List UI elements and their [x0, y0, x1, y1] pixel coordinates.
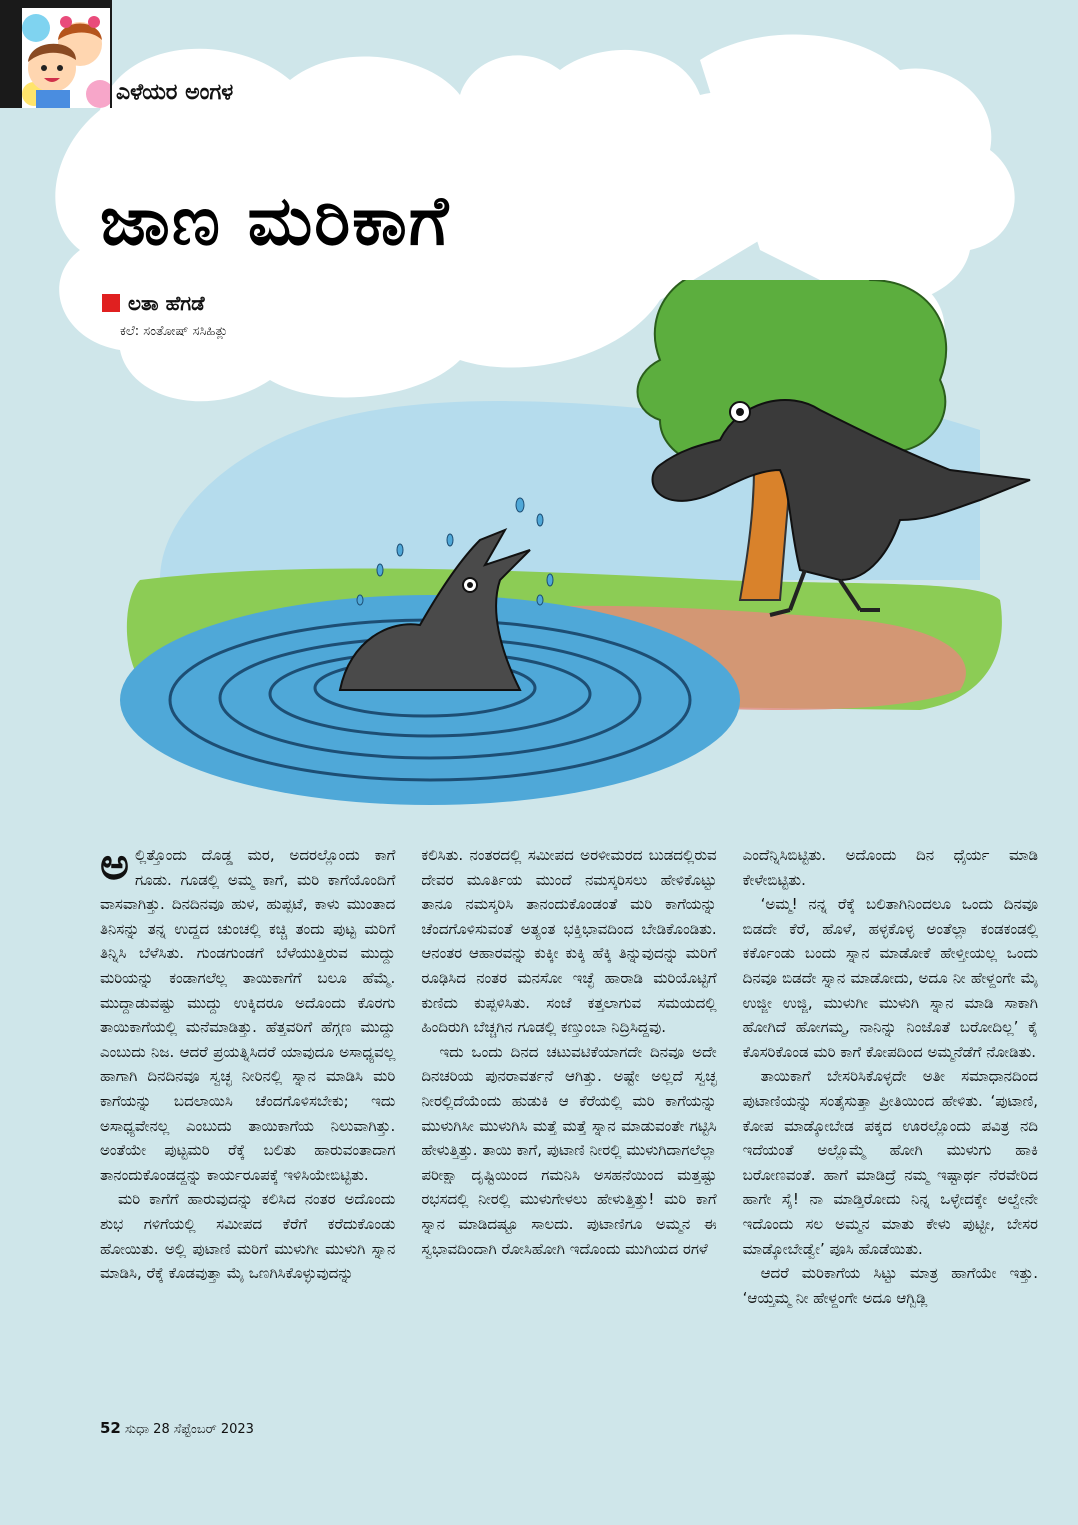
page-number: 52 — [100, 1419, 121, 1437]
illustration-credit: ಕಲೆ: ಸಂತೋಷ್ ಸಸಿಹಿತ್ಲು — [120, 324, 228, 339]
author-name: ಲತಾ ಹೆಗಡೆ — [128, 291, 205, 315]
paragraph — [100, 839, 396, 1187]
paragraph: ಎಂದೆನ್ನಿಸಿಬಿಟ್ಟಿತು. ಅದೊಂದು ದಿನ ಧೈರ್ಯ ಮಾಡಿ ಕೇಳೇಬಿಟ್ಟಿತು. — [742, 846, 1038, 889]
article-body — [100, 839, 1038, 1383]
paragraph: ಆದರೆ ಮರಿಕಾಗೆಯ ಸಿಟ್ಟು ಮಾತ್ರ ಹಾಗೆಯೇ ಇತ್ತು. ‘ಆಯ್ತಮ್ಮ ನೀ ಹೇಳ್ದಂಗೇ ಅದೂ ಆಗ್ಬಿಡ್ಲಿ — [742, 1264, 1038, 1307]
drop-cap: ಅ — [100, 839, 129, 890]
paragraph: ತಾಯಿಕಾಗೆ ಬೇಸರಿಸಿಕೊಳ್ಳದೇ ಅತೀ ಸಮಾಧಾನದಿಂದ ಪುಟಾಣಿಯನ್ನು ಸಂತೈಸುತ್ತಾ ಪ್ರೀತಿಯಿಂದ ಹೇಳಿತು. ‘ಪುಟಾಣಿ, ಕೋಪ ಮಾಡ್ಕೋಬೇಡ ಪಕ್ಕದ ಊರಲ್ಲೊಂದು ಪವಿತ್ರ ನದಿ ಇದೆಯಂತೆ ಅಲ್ಲೊಮ್ಮೆ ಹೋಗಿ ಮುಳುಗು ಹಾಕಿ ಬರೋಣವಂತೆ. ಹಾಗೆ ಮಾಡಿದ್ರೆ ನಮ್ಮ ಇಷ್ಟಾರ್ಥ ನೆರವೇರಿದ ಹಾಗೇ ಸೈ! ನಾ ಮಾಡ್ತಿರೋದು ನಿನ್ನ ಒಳ್ಳೇದಕ್ಕೇ ಅಲ್ವೇನೇ ಇದೊಂದು ಸಲ ಅಮ್ಮನ ಮಾತು ಕೇಳು ಪುಟ್ಟೀ, ಬೇಸರ ಮಾಡ್ಕೋಬೇಡ್ವೇ’ ಪೂಸಿ ಹೊಡೆಯಿತು. — [742, 1067, 1038, 1258]
article-title: ಜಾಣ ಮರಿಕಾಗೆ — [100, 182, 451, 261]
kids-logo-icon — [22, 8, 110, 108]
magazine-date: ಸುಧಾ 28 ಸೆಪ್ಟೆಂಬರ್ 2023 — [125, 1422, 254, 1437]
crow-bath-illustration — [100, 280, 1078, 820]
paragraph: ಇದು ಒಂದು ದಿನದ ಚಟುವಟಿಕೆಯಾಗದೇ ದಿನವೂ ಅದೇ ದಿನಚರಿಯ ಪುನರಾವರ್ತನೆ ಆಗಿತ್ತು. ಅಷ್ಟೇ ಅಲ್ಲದೆ ಸ್ವಚ್ಛ ನೀರಲ್ಲಿದೆಯೆಂದು ಹುಡುಕಿ ಆ ಕೆರೆಯಲ್ಲಿ ಮರಿ ಕಾಗೆಯನ್ನು ಮುಳುಗಿಸೀ ಮುಳುಗಿಸಿ ಮತ್ತೆ ಮತ್ತೆ ಸ್ನಾನ ಮಾಡುವಂತೇ ಗಟ್ಟಿಸಿ ಹೇಳುತ್ತಿತ್ತು. ತಾಯಿ ಕಾಗೆ, ಪುಟಾಣಿ ನೀರಲ್ಲಿ ಮುಳುಗಿದಾಗಲೆಲ್ಲಾ ಪರೀಕ್ಷಾ ದೃಷ್ಟಿಯಿಂದ ಗಮನಿಸಿ ಅಸಹನೆಯಿಂದ ಮತ್ತಷ್ಟು ರಭಸದಲ್ಲಿ ನೀರಲ್ಲಿ ಮುಳುಗೇಳಲು ಹೇಳುತ್ತಿತ್ತು! ಮರಿ ಕಾಗೆ ಸ್ನಾನ ಮಾಡಿದಷ್ಟೂ ಸಾಲದು. ಪುಟಾಣಿಗೂ ಅಮ್ಮನ ಈ ಸ್ವಭಾವದಿಂದಾಗಿ ರೋಸಿಹೋಗಿ ಇದೊಂದು ಮುಗಿಯದ ರಗಳೆ — [421, 1042, 717, 1258]
column-1 — [100, 839, 396, 1383]
column-2 — [421, 843, 716, 1383]
section-label: ಎಳೆಯರ ಅಂಗಳ — [116, 80, 234, 105]
page-footer — [100, 1419, 254, 1437]
paragraph-text: ಲ್ಲಿತ್ತೊಂದು ದೊಡ್ಡ ಮರ, ಅದರಲ್ಲೊಂದು ಕಾಗೆ ಗೂಡು. ಗೂಡಲ್ಲಿ ಅಮ್ಮ ಕಾಗೆ, ಮರಿ ಕಾಗೆಯೊಂದಿಗೆ ವಾಸವಾಗಿತ್ತು. ದಿನದಿನವೂ ಹುಳ, ಹುಪ್ಪಟೆ, ಕಾಳು ಮುಂತಾದ ತಿನಿಸನ್ನು ತನ್ನ ಉದ್ದದ ಚುಂಚಲ್ಲಿ ಕಚ್ಚಿ ತಂದು ಪುಟ್ಟ ಮರಿಗೆ ತಿನ್ನಿಸಿ ಬೆಳೆಸಿತು. ಗುಂಡಗುಂಡಗೆ ಬೆಳೆಯುತ್ತಿರುವ ಮುದ್ದು ಮರಿಯನ್ನು ಕಂಡಾಗಲೆಲ್ಲ ತಾಯಿಕಾಗೆಗೆ ಬಲೂ ಹೆಮ್ಮೆ. ಮುದ್ದಾಡುವಷ್ಟು ಮುದ್ದು ಉಕ್ಕಿದರೂ ಅದೊಂದು ಕೊರಗು ತಾಯಿಕಾಗೆಯಲ್ಲಿ ಮನೆಮಾಡಿತ್ತು. ಹೆತ್ತವರಿಗೆ ಹೆಗ್ಗಣ ಮುದ್ದು ಎಂಬುದು ನಿಜ. ಆದರೆ ಪ್ರಯತ್ನಿಸಿದರೆ ಯಾವುದೂ ಅಸಾಧ್ಯವಲ್ಲ ಹಾಗಾಗಿ ದಿನದಿನವೂ ಸ್ವಚ್ಛ ನೀರಿನಲ್ಲಿ ಸ್ನಾನ ಮಾಡಿಸಿ ಮರಿ ಕಾಗೆಯನ್ನು ಬದಲಾಯಿಸಿ ಚೆಂದಗೊಳಿಸಬೇಕು; ಇದು ಅಸಾಧ್ಯವೇನಲ್ಲ ಎಂಬುದು ತಾಯಿಕಾಗೆಯ ನಿಲುವಾಗಿತ್ತು. ಅಂತೆಯೇ ಪುಟ್ಟಮರಿ ರೆಕ್ಕೆ ಬಲಿತು ಹಾರುವಂತಾದಾಗ ತಾನಂದುಕೊಂಡದ್ದನ್ನು ಕಾರ್ಯರೂಪಕ್ಕೆ ಇಳಿಸಿಯೇಬಿಟ್ಟಿತು. — [100, 846, 396, 1184]
paragraph: ‘ಅಮ್ಮ! ನನ್ನ ರೆಕ್ಕೆ ಬಲಿತಾಗಿನಿಂದಲೂ ಒಂದು ದಿನವೂ ಬಿಡದೇ ಕೆರೆ, ಹೊಳೆ, ಹಳ್ಳಕೊಳ್ಳ ಅಂತೆಲ್ಲಾ ಕಂಡಕಂಡಲ್ಲಿ ಕರ್ಕೊಂಡು ಬಂದು ಸ್ನಾನ ಮಾಡೋಕೆ ಹೇಳ್ತೀಯಲ್ಲ ಒಂದು ದಿನವೂ ಬಿಡದೇ ಸ್ನಾನ ಮಾಡೋದು, ಅದೂ ನೀ ಹೇಳ್ದಂಗೇ ಮೈ ಉಜ್ಜೀ ಉಜ್ಜಿ, ಮುಳುಗೀ ಮುಳುಗಿ ಸ್ನಾನ ಮಾಡಿ ಸಾಕಾಗಿ ಹೋಗಿದೆ ಹೋಗಮ್ಮ, ನಾನಿನ್ನು ನಿಂಜೊತೆ ಬರೋದಿಲ್ಲ’ ಕೈ ಕೊಸರಿಕೊಂಡ ಮರಿ ಕಾಗೆ ಕೋಪದಿಂದ ಅಮ್ಮನೆಡೆಗೆ ನೋಡಿತು. — [742, 895, 1038, 1061]
paragraph: ಮರಿ ಕಾಗೆಗೆ ಹಾರುವುದನ್ನು ಕಲಿಸಿದ ನಂತರ ಅದೊಂದು ಶುಭ ಗಳಿಗೆಯಲ್ಲಿ ಸಮೀಪದ ಕೆರೆಗೆ ಕರೆದುಕೊಂಡು ಹೋಯಿತು. ಅಲ್ಲಿ ಪುಟಾಣಿ ಮರಿಗೆ ಮುಳುಗೀ ಮುಳುಗಿ ಸ್ನಾನ ಮಾಡಿಸಿ, ರೆಕ್ಕೆ ಕೊಡವುತ್ತಾ ಮೈ ಒಣಗಿಸಿಕೊಳ್ಳುವುದನ್ನು — [100, 1190, 396, 1283]
paragraph: ಕಲಿಸಿತು. ನಂತರದಲ್ಲಿ ಸಮೀಪದ ಅರಳೀಮರದ ಬುಡದಲ್ಲಿರುವ ದೇವರ ಮೂರ್ತಿಯ ಮುಂದೆ ನಮಸ್ಕರಿಸಲು ಹೇಳಿಕೊಟ್ಟು ತಾನೂ ನಮಸ್ಕರಿಸಿ ತಾನಂದುಕೊಂಡಂತೆ ಮರಿ ಕಾಗೆಯನ್ನು ಚೆಂದಗೊಳಿಸುವಂತೆ ಅತ್ಯಂತ ಭಕ್ತಿಭಾವದಿಂದ ಬೇಡಿಕೊಂಡಿತು. ಆನಂತರ ಆಹಾರವನ್ನು ಕುಕ್ಕೀ ಕುಕ್ಕಿ ಹೆಕ್ಕಿ ತಿನ್ನುವುದನ್ನು ಮರಿಗೆ ರೂಢಿಸಿದ ನಂತರ ಮನಸೋ ಇಚ್ಛೆ ಹಾರಾಡಿ ಮರಿಯೊಟ್ಟಿಗೆ ಕುಣಿದು ಕುಪ್ಪಳಿಸಿತು. ಸಂಜೆ ಕತ್ತಲಾಗುವ ಸಮಯದಲ್ಲಿ ಹಿಂದಿರುಗಿ ಬೆಚ್ಚಗಿನ ಗೂಡಲ್ಲಿ ಕಣ್ತುಂಬಾ ನಿದ್ರಿಸಿದ್ದವು. — [421, 846, 717, 1037]
column-3 — [743, 843, 1038, 1383]
